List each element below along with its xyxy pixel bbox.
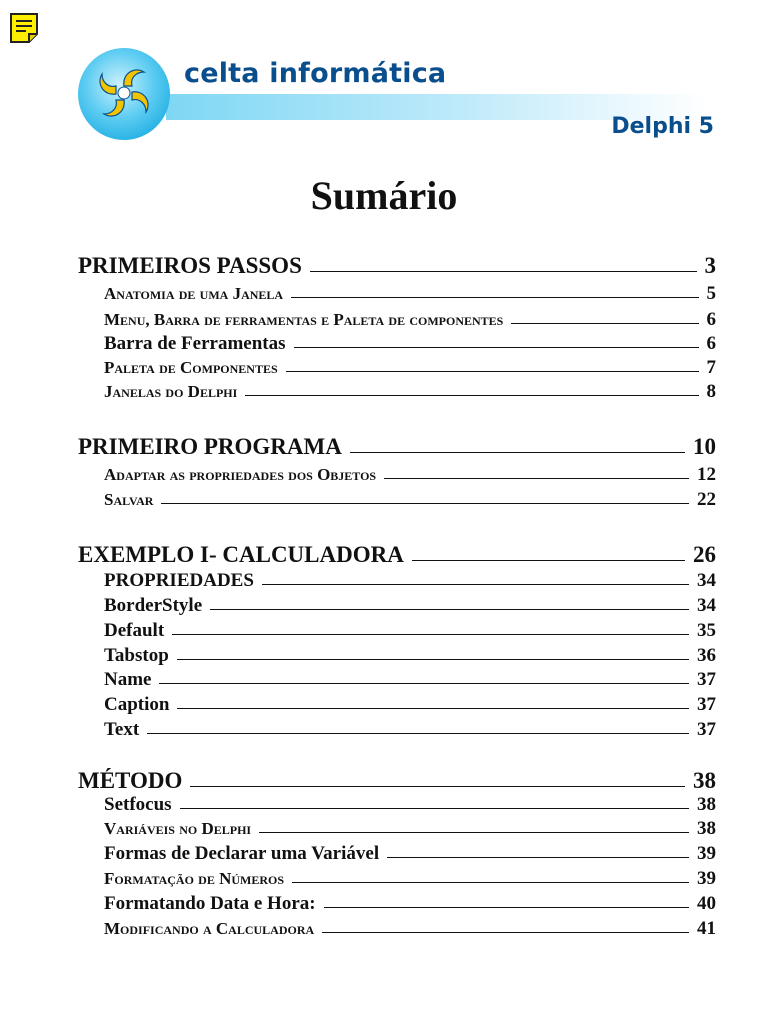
toc-page-number: 26 bbox=[693, 542, 716, 567]
toc-entry-title: Barra de Ferramentas bbox=[104, 333, 286, 354]
toc-page-number: 38 bbox=[697, 794, 716, 815]
toc-leader-line bbox=[190, 786, 685, 787]
toc-entry-title: Text bbox=[104, 719, 140, 740]
toc-entry-title: Adaptar as propriedades dos Objetos bbox=[104, 465, 377, 484]
toc-entry[interactable] bbox=[104, 694, 716, 716]
toc-leader-line bbox=[262, 584, 689, 585]
toc-page-number: 35 bbox=[697, 620, 716, 641]
toc-leader-line bbox=[177, 659, 689, 660]
toc-entry[interactable] bbox=[104, 464, 716, 486]
toc-entry[interactable] bbox=[104, 868, 716, 890]
toc-page-number: 22 bbox=[697, 489, 716, 510]
toc-entry[interactable] bbox=[104, 918, 716, 940]
sticky-note-icon[interactable] bbox=[9, 12, 39, 44]
toc-page-number: 38 bbox=[693, 768, 716, 793]
toc-page-number: 34 bbox=[697, 595, 716, 616]
toc-leader-line bbox=[292, 882, 689, 883]
toc-entry[interactable] bbox=[104, 818, 716, 840]
toc-entry[interactable] bbox=[104, 283, 716, 305]
toc-entry[interactable] bbox=[104, 843, 716, 865]
toc-page-number: 36 bbox=[697, 645, 716, 666]
toc-entry-title: Variáveis no Delphi bbox=[104, 819, 252, 838]
toc-entry-title: BorderStyle bbox=[104, 595, 203, 616]
toc-entry[interactable] bbox=[78, 253, 716, 279]
toc-leader-line bbox=[172, 634, 689, 635]
toc-leader-line bbox=[291, 297, 698, 298]
toc-page-number: 10 bbox=[693, 434, 716, 459]
toc-entry[interactable] bbox=[104, 333, 716, 355]
toc-entry-title: Name bbox=[104, 669, 152, 690]
toc-entry-title: MÉTODO bbox=[78, 768, 183, 793]
toc-page-number: 34 bbox=[697, 570, 716, 591]
toc-page-number: 39 bbox=[697, 868, 716, 889]
toc-entry-title: Menu, Barra de ferramentas e Paleta de componentes bbox=[104, 310, 504, 329]
toc-leader-line bbox=[259, 832, 689, 833]
toc-entry[interactable] bbox=[104, 669, 716, 691]
toc-entry-title: EXEMPLO I- CALCULADORA bbox=[78, 542, 404, 567]
toc-leader-line bbox=[180, 808, 689, 809]
toc-page-number: 40 bbox=[697, 893, 716, 914]
toc-page-number: 8 bbox=[706, 381, 716, 402]
toc-entry[interactable] bbox=[78, 434, 716, 460]
toc-entry[interactable] bbox=[104, 595, 716, 617]
toc-leader-line bbox=[245, 395, 698, 396]
toc-entry[interactable] bbox=[104, 645, 716, 667]
toc-page-number: 37 bbox=[697, 719, 716, 740]
toc-entry-title: Caption bbox=[104, 694, 170, 715]
toc-entry-title: Tabstop bbox=[104, 645, 169, 666]
toc-leader-line bbox=[177, 708, 689, 709]
toc-leader-line bbox=[159, 683, 689, 684]
toc-leader-line bbox=[511, 323, 698, 324]
toc-page-number: 6 bbox=[706, 309, 716, 330]
toc-page-number: 7 bbox=[706, 357, 716, 378]
toc-leader-line bbox=[210, 609, 689, 610]
toc-entry-title: Formatação de Números bbox=[104, 869, 285, 888]
celta-logo-icon bbox=[76, 48, 172, 144]
toc-page-number: 6 bbox=[706, 333, 716, 354]
toc-entry-title: Salvar bbox=[104, 490, 154, 509]
toc-page-number: 37 bbox=[697, 694, 716, 715]
toc-entry[interactable] bbox=[104, 357, 716, 379]
header-banner bbox=[76, 48, 716, 144]
toc-entry-title: Modificando a Calculadora bbox=[104, 919, 315, 938]
toc-page-number: 37 bbox=[697, 669, 716, 690]
toc-entry-title: Formas de Declarar uma Variável bbox=[104, 843, 380, 864]
toc-entry-title: PRIMEIRO PROGRAMA bbox=[78, 434, 342, 459]
toc-entry[interactable] bbox=[78, 542, 716, 568]
toc-entry[interactable] bbox=[104, 489, 716, 511]
toc-page-number: 12 bbox=[697, 464, 716, 485]
toc-entry-title: Anatomia de uma Janela bbox=[104, 284, 284, 303]
toc-leader-line bbox=[384, 478, 689, 479]
toc-entry[interactable] bbox=[104, 794, 716, 816]
toc-leader-line bbox=[310, 271, 697, 272]
toc-leader-line bbox=[322, 932, 689, 933]
toc-leader-line bbox=[294, 347, 699, 348]
toc-page-number: 3 bbox=[704, 253, 716, 278]
toc-page-number: 41 bbox=[697, 918, 716, 939]
product-name: Delphi 5 bbox=[611, 114, 714, 139]
toc-leader-line bbox=[286, 371, 699, 372]
toc-leader-line bbox=[147, 733, 689, 734]
toc-entry[interactable] bbox=[104, 381, 716, 403]
toc-page-number: 5 bbox=[706, 283, 716, 304]
page-title: Sumário bbox=[310, 173, 458, 218]
toc-entry[interactable] bbox=[104, 719, 716, 741]
toc-entry-title: Formatando Data e Hora: bbox=[104, 893, 316, 914]
toc-entry-title: Setfocus bbox=[104, 794, 172, 815]
toc-entry[interactable] bbox=[104, 570, 716, 592]
toc-entry-title: PROPRIEDADES bbox=[104, 570, 254, 591]
toc-leader-line bbox=[324, 907, 689, 908]
toc-leader-line bbox=[412, 560, 685, 561]
brand-name: celta informática bbox=[184, 58, 447, 89]
toc-entry[interactable] bbox=[104, 620, 716, 642]
toc-leader-line bbox=[387, 857, 689, 858]
toc-leader-line bbox=[350, 452, 685, 453]
toc-entry-title: Paleta de Componentes bbox=[104, 358, 278, 377]
toc-page-number: 38 bbox=[697, 818, 716, 839]
toc-entry-title: Default bbox=[104, 620, 165, 641]
toc-entry-title: PRIMEIROS PASSOS bbox=[78, 253, 302, 278]
toc-entry[interactable] bbox=[104, 309, 716, 331]
toc-leader-line bbox=[161, 503, 689, 504]
toc-entry-title: Janelas do Delphi bbox=[104, 382, 238, 401]
toc-entry[interactable] bbox=[78, 768, 716, 794]
toc-page-number: 39 bbox=[697, 843, 716, 864]
toc-entry[interactable] bbox=[104, 893, 716, 915]
